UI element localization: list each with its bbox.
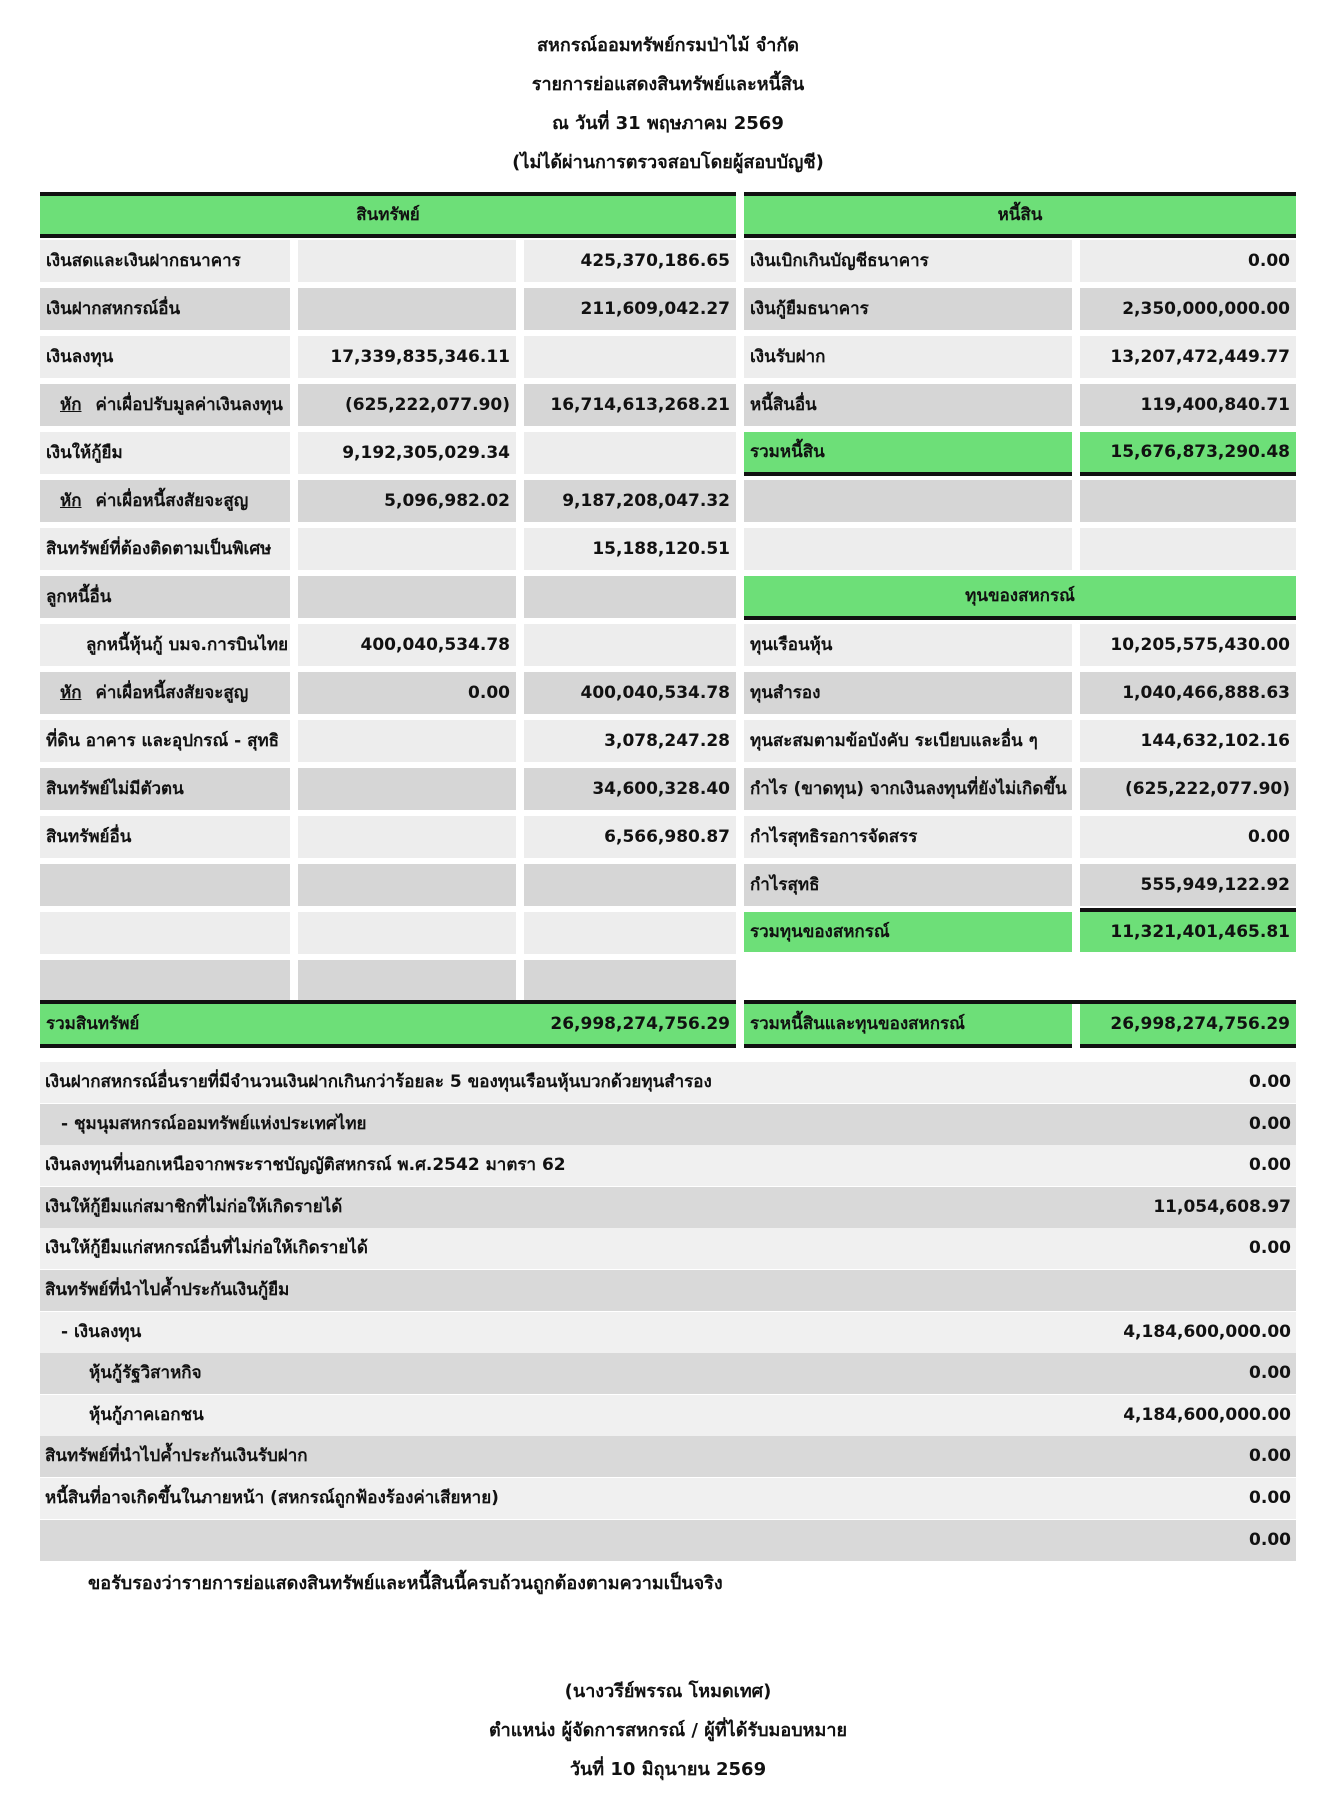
equity-label: กำไร (ขาดทุน) จากเงินลงทุนที่ยังไม่เกิดขึ้น xyxy=(744,768,1072,810)
note-row xyxy=(40,1436,1296,1477)
asset-value: 3,078,247.28 xyxy=(524,720,736,762)
asset-label-text: สินทรัพย์ไม่มีตัวตน xyxy=(46,779,184,799)
note-label: หุ้นกู้ภาคเอกชน xyxy=(89,1404,204,1425)
note-value: 0.00 xyxy=(1249,1529,1291,1550)
asset-value xyxy=(524,336,736,378)
asset-label-text: ค่าเผื่อปรับมูลค่าเงินลงทุน xyxy=(95,395,283,415)
equity-value: 0.00 xyxy=(1080,816,1296,858)
asset-label xyxy=(40,480,290,522)
note-value: 0.00 xyxy=(1249,1155,1291,1176)
asset-label xyxy=(40,336,290,378)
note-value: 4,184,600,000.00 xyxy=(1123,1321,1291,1342)
note-label: สินทรัพย์ที่นำไปค้ำประกันเงินกู้ยืม xyxy=(45,1280,290,1300)
note-row xyxy=(40,1312,1296,1353)
liability-value: 0.00 xyxy=(1080,240,1296,282)
asset-label xyxy=(40,624,290,666)
deduct-prefix: หัก xyxy=(60,491,82,511)
grand-total-value: 26,998,274,756.29 xyxy=(1080,1004,1296,1044)
asset-value: 34,600,328.40 xyxy=(524,768,736,810)
note-label: เงินให้กู้ยืมแก่สมาชิกที่ไม่ก่อให้เกิดรายได้ xyxy=(45,1196,343,1217)
liability-label: เงินรับฝาก xyxy=(744,336,1072,378)
note-value: 0.00 xyxy=(1249,1488,1291,1508)
asset-label-text: เงินสดและเงินฝากธนาคาร xyxy=(46,251,241,271)
certification-text: ขอรับรองว่ารายการย่อแสดงสินทรัพย์และหนี้สินนี้ครบถ้วนถูกต้องตามความเป็นจริง xyxy=(88,1573,723,1594)
equity-label: ทุนเรือนหุ้น xyxy=(744,624,1072,666)
asset-value: 9,187,208,047.32 xyxy=(524,480,736,522)
liability-value: 13,207,472,449.77 xyxy=(1080,336,1296,378)
asset-subvalue xyxy=(298,960,516,1002)
equity-value: 144,632,102.16 xyxy=(1080,720,1296,762)
equity-label: กำไรสุทธิ xyxy=(744,864,1072,906)
asset-label xyxy=(40,720,290,762)
total-assets-row xyxy=(40,1004,736,1044)
asset-value: 425,370,186.65 xyxy=(524,240,736,282)
asset-subvalue xyxy=(298,240,516,282)
total-liabilities-label: รวมหนี้สิน xyxy=(744,432,1072,472)
equity-label: ทุนสำรอง xyxy=(744,672,1072,714)
asset-subvalue: 5,096,982.02 xyxy=(298,480,516,522)
asset-label-text: ลูกหนี้อื่น xyxy=(46,587,112,607)
equity-label: ทุนสะสมตามข้อบังคับ ระเบียบและอื่น ๆ xyxy=(744,720,1072,762)
asset-subvalue xyxy=(298,576,516,618)
asset-subvalue xyxy=(298,816,516,858)
asset-label-text: ค่าเผื่อหนี้สงสัยจะสูญ xyxy=(95,683,249,703)
note-row xyxy=(40,1520,1296,1561)
total-assets-value: 26,998,274,756.29 xyxy=(550,1014,730,1034)
asset-label xyxy=(40,768,290,810)
equity-value: (625,222,077.90) xyxy=(1080,768,1296,810)
note-value: 11,054,608.97 xyxy=(1153,1196,1291,1217)
asset-subvalue: 9,192,305,029.34 xyxy=(298,432,516,474)
total-equity-value: 11,321,401,465.81 xyxy=(1080,912,1296,952)
equity-label: กำไรสุทธิรอการจัดสรร xyxy=(744,816,1072,858)
asset-label-text: เงินลงทุน xyxy=(46,347,114,367)
grand-total-bottom-border-b xyxy=(1080,1044,1296,1048)
asset-value: 211,609,042.27 xyxy=(524,288,736,330)
equity-heading-border xyxy=(744,616,1296,620)
note-label: เงินฝากสหกรณ์อื่นรายที่มีจำนวนเงินฝากเกินกว่าร้อยละ 5 ของทุนเรือนหุ้นบวกด้วยทุนสำรอง xyxy=(45,1072,712,1092)
asset-label xyxy=(40,240,290,282)
note-value: 4,184,600,000.00 xyxy=(1123,1404,1291,1425)
deduct-prefix: หัก xyxy=(60,395,82,415)
empty-cell xyxy=(1080,480,1296,522)
asset-label-text: เงินให้กู้ยืม xyxy=(46,443,123,463)
note-row xyxy=(40,1228,1296,1269)
asset-subvalue xyxy=(298,528,516,570)
equity-heading: ทุนของสหกรณ์ xyxy=(744,576,1296,616)
note-value: 0.00 xyxy=(1249,1072,1291,1092)
asset-label xyxy=(40,432,290,474)
asset-value: 400,040,534.78 xyxy=(524,672,736,714)
asset-label xyxy=(40,528,290,570)
asset-subvalue: (625,222,077.90) xyxy=(298,384,516,426)
asset-subvalue: 17,339,835,346.11 xyxy=(298,336,516,378)
note-row xyxy=(40,1353,1296,1394)
grand-total-bottom-border-a xyxy=(744,1044,1072,1048)
liability-value: 119,400,840.71 xyxy=(1080,384,1296,426)
liabilities-heading: หนี้สิน xyxy=(744,196,1296,234)
asset-label xyxy=(40,960,290,1002)
signature-date: วันที่ 10 มิถุนายน 2569 xyxy=(569,1759,767,1780)
liability-label: เงินกู้ยืมธนาคาร xyxy=(744,288,1072,330)
note-value: 0.00 xyxy=(1249,1446,1291,1467)
report-date: ณ วันที่ 31 พฤษภาคม 2569 xyxy=(552,113,784,134)
note-row xyxy=(40,1270,1296,1311)
asset-label xyxy=(40,816,290,858)
asset-value xyxy=(524,864,736,906)
note-value: 0.00 xyxy=(1249,1363,1291,1384)
asset-subvalue xyxy=(298,288,516,330)
liability-label: หนี้สินอื่น xyxy=(744,384,1072,426)
asset-subvalue: 0.00 xyxy=(298,672,516,714)
note-row xyxy=(40,1145,1296,1186)
asset-label-text: สินทรัพย์อื่น xyxy=(46,827,132,847)
asset-subvalue xyxy=(298,720,516,762)
note-row xyxy=(40,1395,1296,1436)
asset-subvalue xyxy=(298,864,516,906)
empty-cell xyxy=(744,528,1072,570)
note-label: เงินให้กู้ยืมแก่สหกรณ์อื่นที่ไม่ก่อให้เกิดรายได้ xyxy=(45,1238,368,1259)
note-label: - ชุมนุมสหกรณ์ออมทรัพย์แห่งประเทศไทย xyxy=(61,1113,367,1134)
asset-subvalue xyxy=(298,768,516,810)
asset-label xyxy=(40,576,290,618)
signer-name: (นางวรีย์พรรณ โหมดเทศ) xyxy=(564,1681,772,1702)
asset-label xyxy=(40,672,290,714)
note-label: หุ้นกู้รัฐวิสาหกิจ xyxy=(89,1363,202,1384)
note-row xyxy=(40,1104,1296,1145)
note-row xyxy=(40,1062,1296,1103)
note-label: หนี้สินที่อาจเกิดขึ้นในภายหน้า (สหกรณ์ถูกฟ้องร้องค่าเสียหาย) xyxy=(45,1488,499,1508)
assets-heading: สินทรัพย์ xyxy=(40,196,736,234)
empty-cell xyxy=(1080,528,1296,570)
asset-subvalue: 400,040,534.78 xyxy=(298,624,516,666)
report-title: รายการย่อแสดงสินทรัพย์และหนี้สิน xyxy=(531,74,805,95)
liability-label: เงินเบิกเกินบัญชีธนาคาร xyxy=(744,240,1072,282)
asset-value xyxy=(524,432,736,474)
note-label: สินทรัพย์ที่นำไปค้ำประกันเงินรับฝาก xyxy=(45,1446,308,1467)
deduct-prefix: หัก xyxy=(60,683,82,703)
equity-value: 1,040,466,888.63 xyxy=(1080,672,1296,714)
note-label: - เงินลงทุน xyxy=(61,1321,142,1342)
total-liabilities-border xyxy=(744,472,1072,476)
total-equity-label: รวมทุนของสหกรณ์ xyxy=(744,912,1072,952)
asset-label-text: เงินฝากสหกรณ์อื่น xyxy=(46,299,181,319)
asset-label xyxy=(40,864,290,906)
empty-cell xyxy=(744,480,1072,522)
grand-total-label: รวมหนี้สินและทุนของสหกรณ์ xyxy=(744,1004,1072,1044)
asset-value xyxy=(524,624,736,666)
signer-position: ตำแหน่ง ผู้จัดการสหกรณ์ / ผู้ที่ได้รับมอบหมาย xyxy=(488,1720,848,1741)
total-assets-label: รวมสินทรัพย์ xyxy=(46,1014,140,1034)
asset-value xyxy=(524,912,736,954)
liability-value: 2,350,000,000.00 xyxy=(1080,288,1296,330)
note-value: 0.00 xyxy=(1249,1238,1291,1259)
asset-label xyxy=(40,288,290,330)
asset-label-text: ค่าเผื่อหนี้สงสัยจะสูญ xyxy=(95,491,249,511)
asset-value xyxy=(524,960,736,1002)
note-row xyxy=(40,1187,1296,1228)
equity-value: 10,205,575,430.00 xyxy=(1080,624,1296,666)
asset-value: 6,566,980.87 xyxy=(524,816,736,858)
equity-value: 555,949,122.92 xyxy=(1080,864,1296,906)
asset-value xyxy=(524,576,736,618)
asset-label-text: ลูกหนี้หุ้นกู้ บมจ.การบินไทย xyxy=(86,635,289,655)
note-value: 0.00 xyxy=(1249,1113,1291,1134)
org-name: สหกรณ์ออมทรัพย์กรมป่าไม้ จำกัด xyxy=(537,35,799,56)
asset-value: 16,714,613,268.21 xyxy=(524,384,736,426)
total-assets-bottom-border xyxy=(40,1044,736,1048)
asset-label xyxy=(40,912,290,954)
asset-label-text: สินทรัพย์ที่ต้องติดตามเป็นพิเศษ xyxy=(46,539,272,559)
asset-value: 15,188,120.51 xyxy=(524,528,736,570)
liabilities-heading-border xyxy=(744,234,1296,238)
assets-heading-border xyxy=(40,234,736,238)
total-liabilities-value: 15,676,873,290.48 xyxy=(1080,432,1296,472)
total-liabilities-border xyxy=(1080,472,1296,476)
asset-subvalue xyxy=(298,912,516,954)
note-row xyxy=(40,1478,1296,1519)
asset-label-text: ที่ดิน อาคาร และอุปกรณ์ - สุทธิ xyxy=(46,731,280,751)
note-label: เงินลงทุนที่นอกเหนือจากพระราชบัญญัติสหกรณ์ พ.ศ.2542 มาตรา 62 xyxy=(45,1155,566,1176)
asset-label xyxy=(40,384,290,426)
audit-note: (ไม่ได้ผ่านการตรวจสอบโดยผู้สอบบัญชี) xyxy=(512,152,824,173)
